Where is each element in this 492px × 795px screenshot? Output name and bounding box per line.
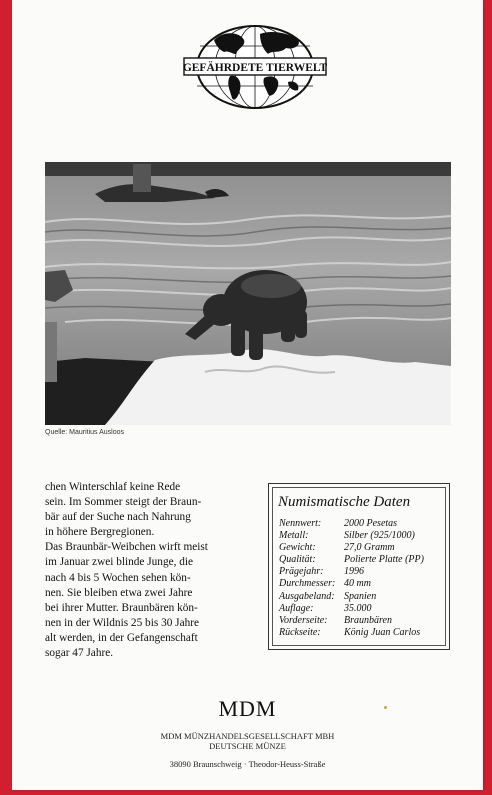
spec-label: Prägejahr:: [279, 566, 324, 578]
spec-label: Nennwert:: [279, 518, 322, 529]
body-line: nen in der Wildnis 25 bis 30 Jahre: [45, 616, 200, 629]
brochure-page: [12, 0, 483, 790]
spec-label: Rückseite:: [279, 626, 321, 638]
spec-value: Polierte Platte (PP): [344, 554, 424, 566]
spec-row: [279, 542, 424, 554]
decorative-dot: [384, 706, 387, 709]
spec-label: Durchmesser:: [279, 578, 336, 590]
spec-value: Braunbären: [344, 614, 392, 626]
bear-in-river-photo: [45, 162, 451, 425]
photo-caption: Quelle: Mauritius Ausloos: [45, 429, 124, 436]
spec-list: [279, 518, 424, 639]
company-name: MDM MÜNZHANDELSGESELLSCHAFT MBH: [160, 731, 335, 741]
body-line: nach 4 bis 5 Wochen sehen kön-: [45, 571, 191, 584]
body-line: Das Braunbär-Weibchen wirft meist: [45, 541, 208, 554]
spec-row: [279, 530, 424, 542]
spec-row: [279, 615, 424, 627]
spec-row: [279, 578, 424, 590]
spec-row: [279, 627, 424, 639]
body-line: nen. Sie bleiben etwa zwei Jahre: [45, 586, 193, 599]
body-line: sogar 47 Jahre.: [45, 647, 114, 660]
spec-label: Vorderseite:: [279, 614, 328, 626]
spec-label: Auflage:: [279, 602, 314, 614]
body-line: sein. Im Sommer steigt der Braun-: [45, 496, 202, 509]
spec-value: König Juan Carlos: [344, 626, 421, 638]
spec-row: [279, 603, 424, 615]
numismatic-data-box: [268, 483, 450, 650]
body-line: bei ihrer Mutter. Braunbären kön-: [45, 601, 198, 614]
spec-label: Gewicht:: [279, 542, 316, 554]
body-line: in höhere Bergregionen.: [45, 526, 155, 539]
spec-row: [279, 566, 424, 578]
spec-label: Ausgabeland:: [279, 590, 335, 602]
spec-value: 40 mm: [344, 578, 371, 590]
spec-row: [279, 518, 424, 530]
spec-row: [279, 591, 424, 603]
globe-icon: [180, 24, 330, 110]
spec-value: Silber (925/1000): [344, 530, 415, 542]
mdm-logo: MDM: [218, 696, 277, 721]
body-line: chen Winterschlaf keine Rede: [45, 481, 181, 493]
spec-value: Spanien: [344, 590, 377, 602]
logo-text: GEFÄHRDETE TIERWELT: [182, 62, 328, 74]
spec-value: 27,0 Gramm: [344, 542, 395, 554]
numismatic-title: Numismatische Daten: [278, 494, 411, 510]
spec-label: Qualität:: [279, 554, 316, 566]
body-line: im Januar zwei blinde Junge, die: [45, 556, 194, 569]
body-line: alt werden, in der Gefangenschaft: [45, 631, 198, 644]
spec-value: 35.000: [344, 602, 372, 614]
spec-value: 1996: [344, 566, 364, 578]
spec-value: 2000 Pesetas: [344, 518, 398, 529]
spec-row: [279, 554, 424, 566]
body-text: [45, 480, 257, 661]
company-subtitle: DEUTSCHE MÜNZE: [209, 741, 286, 751]
company-info: [12, 731, 483, 751]
spec-label: Metall:: [279, 530, 309, 542]
body-line: bär auf der Suche nach Nahrung: [45, 511, 191, 524]
company-address: 38090 Braunschweig · Theodor-Heuss-Straße: [169, 759, 326, 769]
